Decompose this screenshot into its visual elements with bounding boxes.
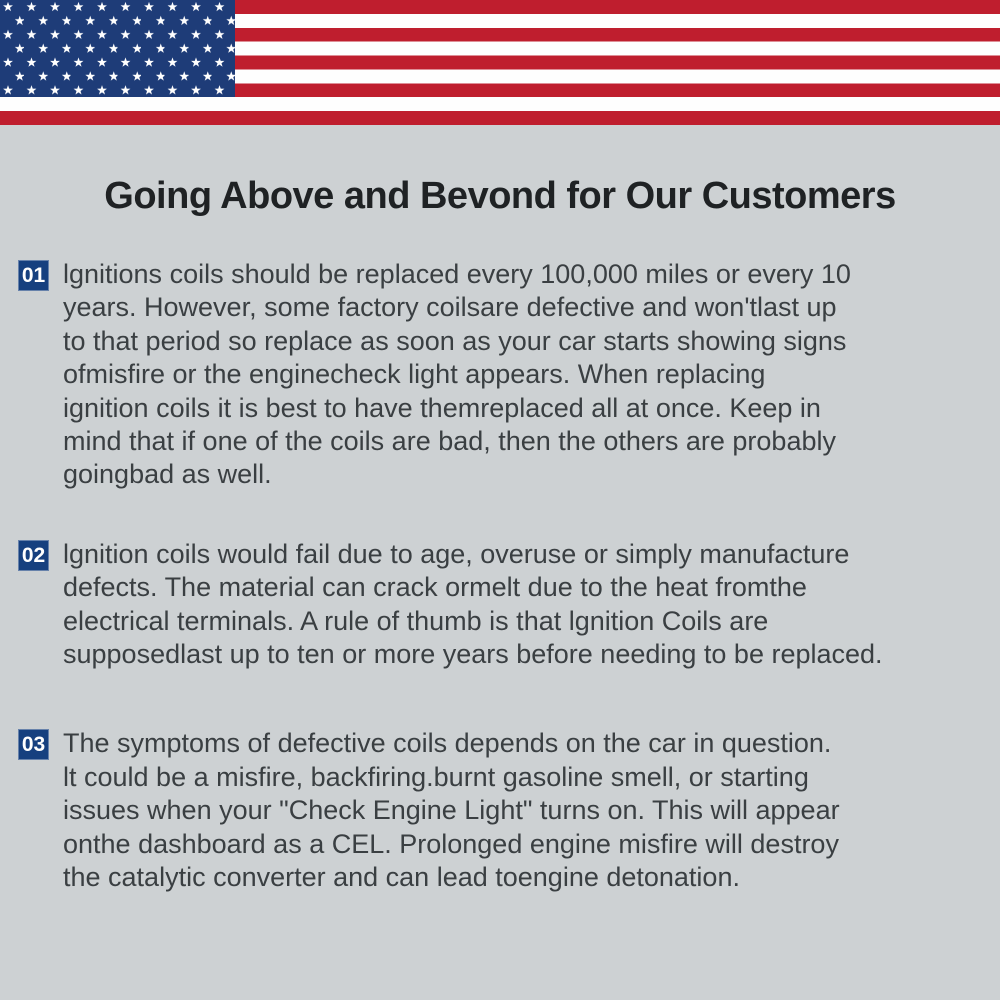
item-text (63, 258, 851, 492)
flag-canton (0, 0, 235, 97)
text-line: ignition coils it is best to have themreplaced all at once. Keep in (63, 392, 821, 423)
text-line: ofmisfire or the enginecheck light appears. When replacing (63, 359, 766, 390)
text-line: supposedlast up to ten or more years before needing to be replaced. (63, 639, 883, 670)
text-line: the catalytic converter and can lead toengine detonation. (63, 862, 740, 893)
item-number-badge: 01 (18, 260, 49, 291)
item-number-badge: 02 (18, 540, 49, 571)
flag-stars-icon (0, 0, 235, 97)
text-line: lt could be a misfire, backfiring.burnt gasoline smell, or starting (63, 761, 809, 792)
text-line: lgnitions coils should be replaced every 100,000 miles or every 10 (63, 259, 851, 289)
text-line: defects. The material can crack ormelt due to the heat fromthe (63, 572, 807, 603)
text-line: goingbad as well. (63, 459, 272, 490)
text-line: to that period so replace as soon as your car starts showing signs (63, 325, 847, 356)
item-text (63, 538, 883, 672)
text-line: lgnition coils would fail due to age, overuse or simply manufacture (63, 538, 850, 569)
american-flag-banner (0, 0, 1000, 125)
item-number-badge: 03 (18, 729, 49, 760)
text-line: electrical terminals. A rule of thumb is that lgnition Coils are (63, 605, 769, 636)
body-content (0, 258, 1000, 895)
text-line: years. However, some factory coilsare defective and won'tlast up (63, 292, 837, 323)
page-title: Going Above and Bevond for Our Customers (104, 175, 896, 217)
numbered-item-3 (18, 727, 980, 894)
text-line: mind that if one of the coils are bad, then the others are probably (63, 426, 836, 457)
numbered-item-2 (18, 538, 980, 672)
text-line: onthe dashboard as a CEL. Prolonged engine misfire will destroy (63, 828, 839, 859)
text-line: The symptoms of defective coils depends on the car in question. (63, 728, 832, 759)
text-line: issues when your "Check Engine Light" turns on. This will appear (63, 795, 840, 826)
numbered-item-1 (18, 258, 980, 492)
item-text (63, 727, 840, 894)
